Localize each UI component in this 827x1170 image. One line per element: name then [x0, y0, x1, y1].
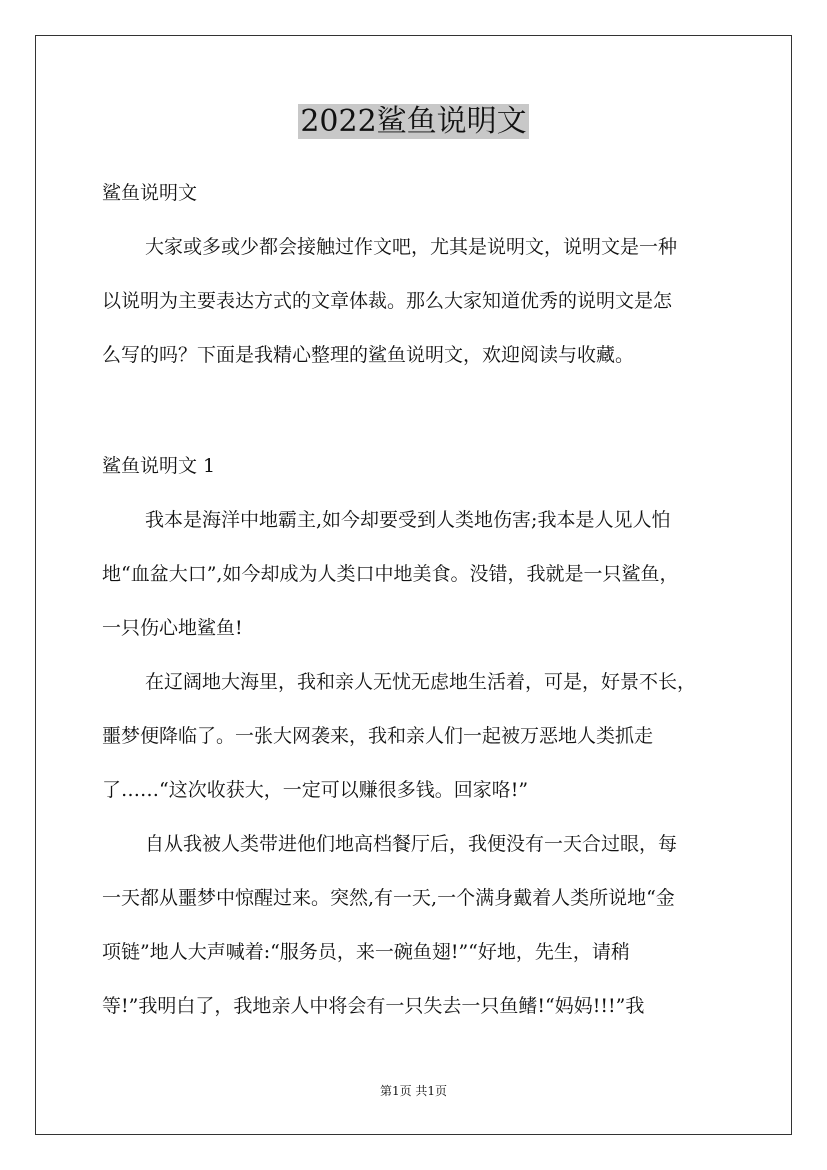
body-line: 自从我被人类带进他们地高档餐厅后，我便没有一天合过眼，每 — [145, 833, 678, 855]
body-line: 一只伤心地鲨鱼! — [102, 617, 243, 639]
document-title — [0, 102, 827, 142]
body-line: 一天都从噩梦中惊醒过来。突然,有一天,一个满身戴着人类所说地“金 — [102, 887, 675, 909]
body-line: 我本是海洋中地霸主,如今却要受到人类地伤害;我本是人见人怕 — [145, 509, 671, 531]
body-line: 噩梦便降临了。一张大网袭来，我和亲人们一起被万恶地人类抓走 — [102, 725, 654, 747]
intro-line: 大家或多或少都会接触过作文吧，尤其是说明文，说明文是一种 — [145, 236, 678, 258]
title-text: 2022鲨鱼说明文 — [300, 104, 527, 139]
subtitle: 鲨鱼说明文 — [102, 182, 198, 204]
body-line: 地“血盆大口”,如今却成为人类口中地美食。没错，我就是一只鲨鱼， — [102, 563, 679, 585]
intro-line: 么写的吗？下面是我精心整理的鲨鱼说明文，欢迎阅读与收藏。 — [102, 344, 635, 366]
page-footer: 第1页 共1页 — [379, 1084, 448, 1098]
body-line: 在辽阔地大海里，我和亲人无忧无虑地生活着，可是，好景不长， — [145, 671, 697, 693]
section-heading: 鲨鱼说明文 1 — [102, 455, 216, 477]
body-line: 了……“这次收获大，一定可以赚很多钱。回家咯!” — [102, 779, 529, 801]
body-line: 项链”地人大声喊着:“服务员，来一碗鱼翅!”“好地，先生，请稍 — [102, 941, 630, 963]
body-line: 等!”我明白了，我地亲人中将会有一只失去一只鱼鳍!“妈妈!!!”我 — [102, 995, 645, 1017]
intro-line: 以说明为主要表达方式的文章体裁。那么大家知道优秀的说明文是怎 — [102, 290, 673, 312]
